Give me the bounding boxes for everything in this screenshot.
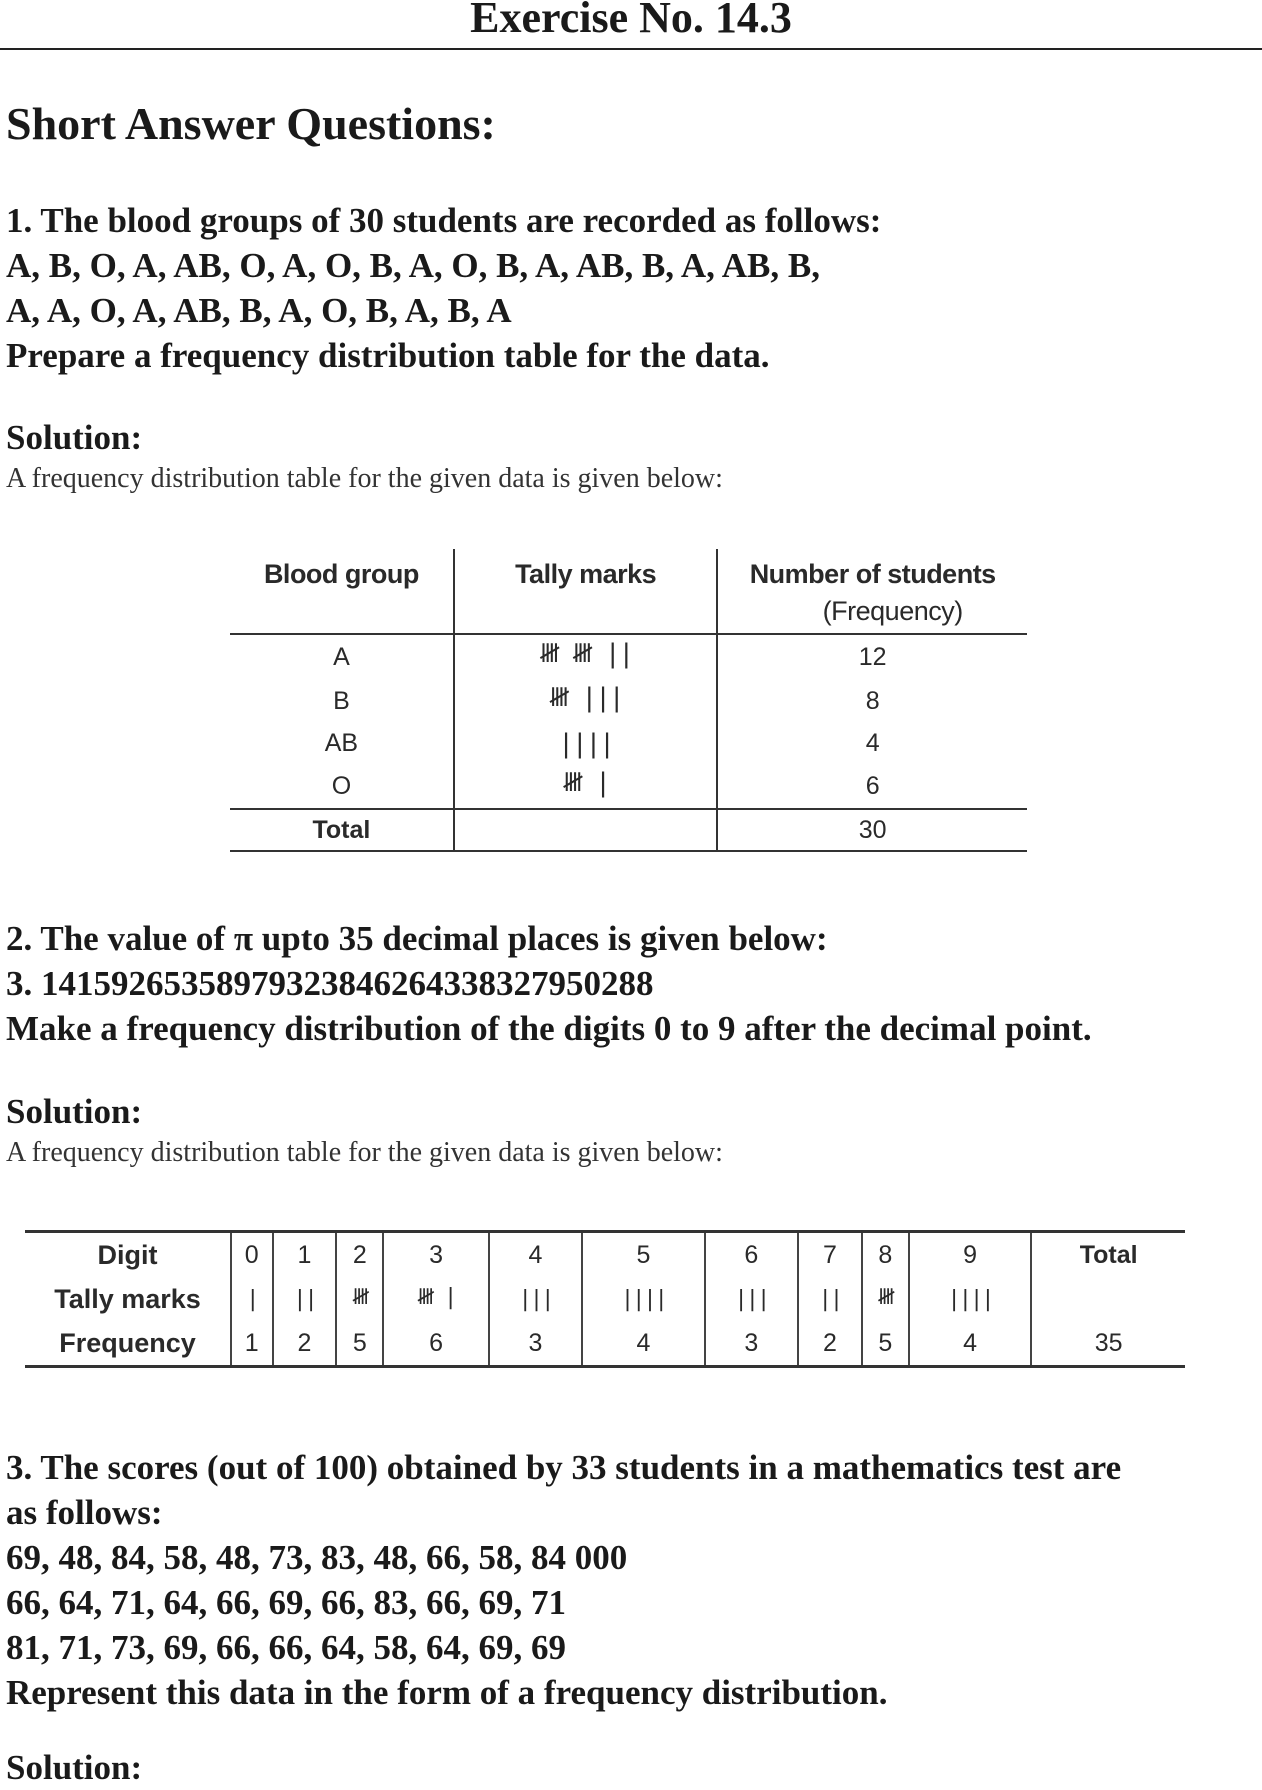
solution-label: Solution: — [6, 1092, 143, 1131]
table-row — [230, 634, 1027, 679]
tally-cell: ||| — [705, 1277, 798, 1321]
frequency-cell: 2 — [273, 1321, 337, 1367]
blood-group-cell: B — [230, 679, 454, 723]
total-tally-cell — [1031, 1277, 1185, 1321]
tally-cell: 𝍸 | — [454, 764, 718, 809]
digit-cell: 6 — [705, 1232, 798, 1278]
frequency-cell: 3 — [705, 1321, 798, 1367]
question-3-line: 3. The scores (out of 100) obtained by 33 students in a mathematics test are — [6, 1448, 1122, 1487]
header-number-of-students — [717, 549, 1027, 634]
tally-cell: 𝍸 𝍸 || — [454, 634, 718, 679]
tally-cell: 𝍸 ||| — [454, 679, 718, 723]
table-row — [230, 723, 1027, 764]
blood-group-cell: A — [230, 634, 454, 679]
digit-cell: 3 — [383, 1232, 489, 1278]
digit-cell: 9 — [909, 1232, 1032, 1278]
tally-cell: 𝍸 — [336, 1277, 383, 1321]
section-title: Short Answer Questions: — [6, 98, 496, 149]
table-row — [230, 679, 1027, 723]
tally-cell: |||| — [454, 723, 718, 764]
page-header — [0, 0, 1262, 50]
total-label: Total — [230, 809, 454, 851]
tally-cell: 𝍸 — [862, 1277, 909, 1321]
digit-cell: 2 — [336, 1232, 383, 1278]
frequency-cell: 12 — [858, 642, 887, 671]
frequency-cell: 6 — [865, 771, 880, 800]
tally-cell: || — [273, 1277, 337, 1321]
solution-3 — [6, 1746, 1262, 1790]
tally-cell: |||| — [909, 1277, 1032, 1321]
total-value: 35 — [1031, 1321, 1185, 1367]
tally-cell: | — [231, 1277, 273, 1321]
frequency-cell: 2 — [798, 1321, 862, 1367]
frequency-cell: 5 — [862, 1321, 909, 1367]
digit-cell: 4 — [489, 1232, 582, 1278]
question-1-line: A, A, O, A, AB, B, A, O, B, A, B, A — [6, 291, 512, 330]
solution-text: A frequency distribution table for the given data is given below: — [6, 1137, 723, 1168]
tally-row — [25, 1277, 1185, 1321]
tally-cell: 𝍸 | — [383, 1277, 489, 1321]
frequency-cell: 5 — [336, 1321, 383, 1367]
question-1-line: 1. The blood groups of 30 students are recorded as follows: — [6, 201, 882, 240]
question-3-line: 81, 71, 73, 69, 66, 66, 64, 58, 64, 69, 69 — [6, 1628, 566, 1667]
frequency-cell: 4 — [865, 729, 880, 757]
frequency-row — [25, 1321, 1185, 1367]
question-3 — [6, 1445, 1262, 1715]
tally-cell: || — [798, 1277, 862, 1321]
blood-group-cell: AB — [230, 723, 454, 764]
solution-1 — [6, 416, 1262, 498]
header-frequency-label: (Frequency) — [822, 596, 963, 626]
solution-2 — [6, 1090, 1262, 1172]
row-label-digit: Digit — [97, 1239, 158, 1270]
table-header-row — [230, 549, 1027, 634]
digit-cell: 8 — [862, 1232, 909, 1278]
question-2 — [6, 916, 1262, 1051]
question-1 — [6, 198, 1262, 378]
header-blood-group: Blood group — [230, 549, 454, 634]
total-value: 30 — [717, 809, 1027, 851]
table-row — [230, 764, 1027, 809]
frequency-cell: 4 — [582, 1321, 705, 1367]
question-3-line: 66, 64, 71, 64, 66, 69, 66, 83, 66, 69, 71 — [6, 1583, 566, 1622]
frequency-cell: 6 — [383, 1321, 489, 1367]
question-3-line: Represent this data in the form of a frequency distribution. — [6, 1673, 888, 1712]
total-tally-cell — [454, 809, 718, 851]
question-1-line: A, B, O, A, AB, O, A, O, B, A, O, B, A, AB, B, A, AB, B, — [6, 246, 820, 285]
question-2-line: 3. 14159265358979323846264338327950288 — [6, 964, 654, 1003]
table-total-row — [230, 809, 1027, 851]
frequency-cell: 3 — [489, 1321, 582, 1367]
digit-cell: 5 — [582, 1232, 705, 1278]
row-label-frequency: Frequency — [59, 1327, 196, 1358]
question-2-line: 2. The value of π upto 35 decimal places is given below: — [6, 919, 828, 958]
solution-label: Solution: — [6, 1748, 143, 1787]
blood-group-frequency-table — [230, 549, 1027, 852]
frequency-cell: 1 — [231, 1321, 273, 1367]
row-label-tally: Tally marks — [54, 1283, 201, 1314]
solution-label: Solution: — [6, 418, 143, 457]
pi-digit-frequency-table — [25, 1230, 1185, 1368]
total-label: Total — [1031, 1232, 1185, 1278]
question-1-line: Prepare a frequency distribution table for the data. — [6, 336, 770, 375]
exercise-title: Exercise No. 14.3 — [470, 0, 792, 42]
frequency-cell: 4 — [909, 1321, 1032, 1367]
digit-cell: 1 — [273, 1232, 337, 1278]
digit-row — [25, 1232, 1185, 1278]
frequency-cell: 8 — [865, 686, 880, 715]
tally-cell: |||| — [582, 1277, 705, 1321]
tally-cell: ||| — [489, 1277, 582, 1321]
digit-cell: 7 — [798, 1232, 862, 1278]
solution-text: A frequency distribution table for the given data is given below: — [6, 463, 723, 494]
question-3-line: as follows: — [6, 1493, 163, 1532]
question-3-line: 69, 48, 84, 58, 48, 73, 83, 48, 66, 58, 84 000 — [6, 1538, 628, 1577]
header-number-of-students-label: Number of students — [749, 559, 996, 589]
header-tally-marks: Tally marks — [454, 549, 718, 634]
digit-cell: 0 — [231, 1232, 273, 1278]
question-2-line: Make a frequency distribution of the digits 0 to 9 after the decimal point. — [6, 1009, 1092, 1048]
blood-group-cell: O — [230, 764, 454, 809]
